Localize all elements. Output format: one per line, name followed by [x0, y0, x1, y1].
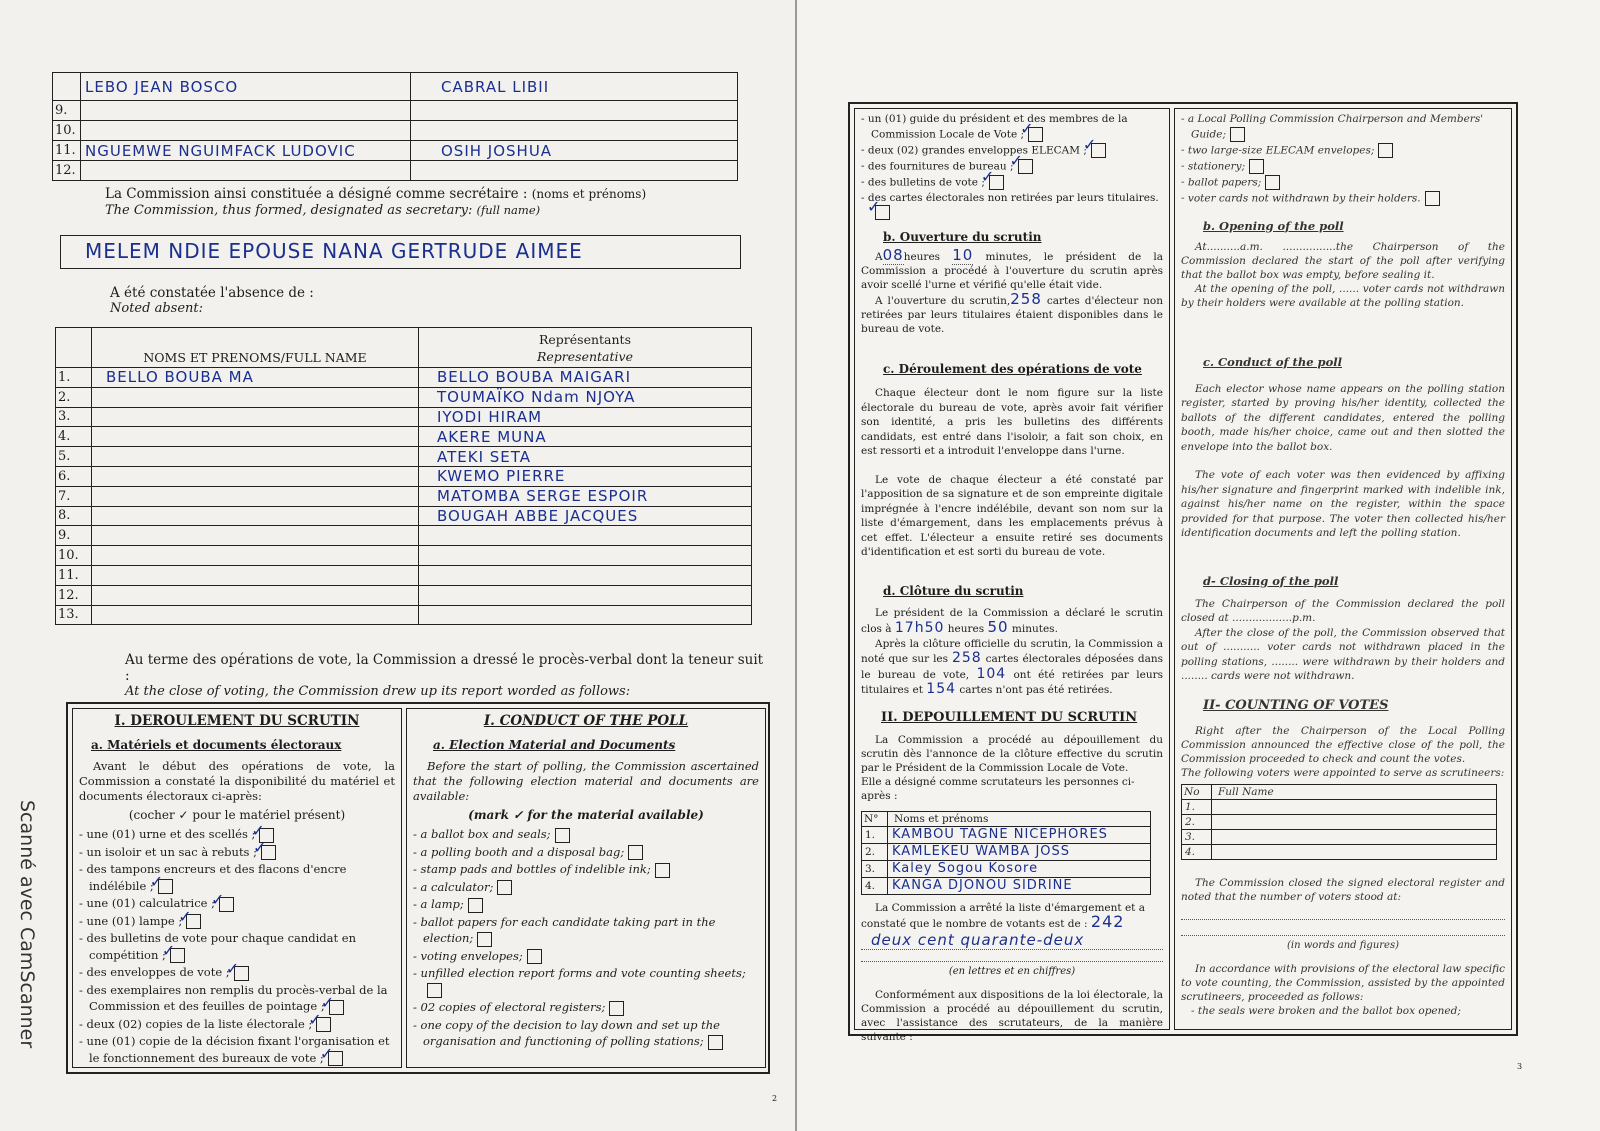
member-row — [53, 121, 738, 141]
absent-num: 12. — [56, 585, 92, 605]
counting-fr-p2: Elle a désigné comme scrutateurs les personnes ci-après : — [861, 775, 1135, 802]
material-checkbox[interactable] — [477, 932, 492, 947]
voting-fr-p2: Le vote de chaque électeur a été constaté par l'apposition de sa signature et de son empreinte digitale imprégnée à l'encre indélébile, devant son nom sur la liste d'émargement, dans les emplacements prévus à cet effet. L'électeur a ensuite retiré ses documents d'identification et est sorti du bureau de vote. — [861, 473, 1163, 558]
absent-name — [92, 447, 419, 467]
absent-num: 6. — [56, 466, 92, 486]
member-representative: OSIH JOSHUA — [411, 141, 738, 161]
scrutineer-row-en — [1182, 844, 1497, 859]
absent-row — [56, 447, 752, 467]
material-item-label: une (01) lampe ; — [86, 913, 183, 928]
report-intro-en: At the close of voting, the Commission drew up its report worded as follows: — [125, 684, 631, 699]
absent-row — [56, 565, 752, 585]
absent-row — [56, 427, 752, 447]
scrutineer-row — [862, 877, 1151, 894]
material-item-label: des fournitures de bureau ; — [867, 160, 1014, 172]
material-checkbox[interactable] — [555, 828, 570, 843]
opening-fr-p2-b: cartes d'électeur non retirées par leurs titulaires étaient disponibles dans le bureau de vote. — [861, 295, 1163, 335]
material-item — [79, 1016, 395, 1033]
material-item — [79, 913, 395, 930]
material-item — [413, 879, 759, 896]
material-checkbox[interactable] — [468, 898, 483, 913]
absent-representative: TOUMAÏKO Ndam NJOYA — [419, 387, 752, 407]
absent-representative — [419, 565, 752, 585]
material-checkbox[interactable] — [1265, 175, 1280, 190]
absent-representative — [419, 585, 752, 605]
counting-en-p5: - the seals were broken and the ballot box opened; — [1191, 1004, 1461, 1017]
absence-label-en: Noted absent: — [110, 301, 203, 316]
absent-name — [92, 486, 419, 506]
scrutineer-row-en — [1182, 814, 1497, 829]
absent-representative: KWEMO PIERRE — [419, 466, 752, 486]
material-item — [79, 895, 395, 912]
closing-fr-p2-b: cartes électorales déposées dans le bureau de vote, — [861, 653, 1164, 681]
voters-count-fr-text: La Commission a arrêté la liste d'émargement et a constaté que le nombre de votants est de : — [861, 901, 1145, 930]
report-intro — [125, 652, 765, 700]
member-num: 9. — [53, 101, 81, 121]
material-item-label: un (01) guide du président et des membres de la Commission Locale de Vote ; — [867, 113, 1128, 140]
absent-representative: AKERE MUNA — [419, 427, 752, 447]
counting-en-p1: Right after the Chairperson of the Local Polling Commission announced the effective close of the poll, the Commission proceeded to check and count the votes. — [1181, 724, 1505, 765]
closing-title-fr: d. Clôture du scrutin — [883, 583, 1024, 598]
opening-fr-p1-b: heures — [903, 251, 941, 263]
material-item — [1181, 175, 1505, 190]
material-checkbox[interactable] — [234, 966, 249, 981]
material-item-label: ballot papers for each candidate taking part in the election; — [420, 914, 716, 945]
material-intro-fr: Avant le début des opérations de vote, la Commission a constaté la disponibilité du matériel et documents électoraux ci-après: — [79, 759, 395, 803]
material-mark-fr: (cocher ✓ pour le matériel présent) — [128, 808, 346, 822]
right-material-list-fr — [861, 112, 1163, 220]
absent-header-num — [56, 328, 92, 368]
member-representative: CABRAL LIBII — [411, 73, 738, 101]
material-item — [1181, 191, 1505, 206]
members-table — [52, 72, 738, 181]
material-item-label: un isoloir et un sac à rebuts ; — [86, 844, 257, 859]
voting-title-fr: c. Déroulement des opérations de vote — [883, 362, 1142, 376]
material-item-label: a ballot box and seals; — [420, 827, 551, 841]
material-item-label: une (01) calculatrice ; — [86, 896, 216, 910]
scrutineers-header-name-fr: Noms et prénoms — [888, 811, 1151, 826]
absent-num: 4. — [56, 427, 92, 447]
material-subtitle-en: a. Election Material and Documents — [433, 738, 676, 752]
secretary-label-fr: La Commission ainsi constituée a désigné comme secrétaire : — [105, 186, 528, 202]
material-checkbox[interactable] — [527, 949, 542, 964]
report-intro-fr: Au terme des opérations de vote, la Commission a dressé le procès-verbal dont la teneur suit : — [125, 652, 764, 684]
absent-name — [92, 387, 419, 407]
material-item — [861, 112, 1163, 142]
closing-fr-p2-a: Après la clôture officielle du scrutin, la Commission a noté que sur les — [861, 637, 1163, 665]
member-num: 12. — [53, 161, 81, 181]
material-intro-en: Before the start of polling, the Commission ascertained that the following election material and documents are available: — [413, 759, 759, 803]
material-checkbox[interactable] — [1091, 143, 1106, 158]
material-item-label: ballot papers; — [1187, 176, 1262, 188]
absent-representative: IYODI HIRAM — [419, 407, 752, 427]
page-number-left: 2 — [772, 1094, 778, 1103]
material-checkbox[interactable] — [1249, 159, 1264, 174]
scrutineers-header-num-fr: N° — [862, 811, 888, 826]
absent-header-name: NOMS ET PRENOMS/FULL NAME — [92, 328, 419, 368]
voting-title-en: c. Conduct of the poll — [1203, 354, 1342, 369]
member-num: 10. — [53, 121, 81, 141]
material-item — [413, 999, 759, 1016]
material-checkbox[interactable] — [1425, 191, 1440, 206]
absent-row — [56, 368, 752, 388]
material-checkbox[interactable] — [1018, 159, 1033, 174]
scrutineer-num-en: 3. — [1182, 829, 1212, 844]
absent-name — [92, 466, 419, 486]
material-item — [413, 844, 759, 861]
right-page — [797, 0, 1600, 1131]
absent-name — [92, 407, 419, 427]
closing-not-withdrawn: 154 — [926, 681, 957, 697]
material-item-label: des tampons encreurs et des flacons d'encre indélébile ; — [86, 862, 347, 893]
closing-fr-p1-c: minutes. — [1011, 623, 1058, 635]
secretary-name: MELEM NDIE EPOUSE NANA GERTRUDE AIMEE — [85, 239, 583, 263]
material-item-label: voting envelopes; — [420, 948, 523, 963]
counting-title-en: II- COUNTING OF VOTES — [1203, 697, 1389, 713]
opening-en-p1: At..........a.m. ................the Chairperson of the Commission declared the start of the poll after verifying that the ballot box was empty, before sealing it. — [1181, 240, 1505, 281]
conduct-box-en — [406, 708, 766, 1068]
counting-en-p2: The following voters were appointed to serve as scrutineers: — [1181, 766, 1505, 779]
closing-fr-p1 — [861, 606, 1163, 637]
closing-title-en: d- Closing of the poll — [1203, 573, 1339, 588]
opening-fr-p2 — [861, 292, 1163, 336]
absent-num: 11. — [56, 565, 92, 585]
absent-row — [56, 605, 752, 625]
absent-name — [92, 526, 419, 546]
material-item — [413, 948, 759, 965]
material-checkbox[interactable] — [708, 1035, 723, 1050]
scrutineers-header-num-en: No — [1182, 784, 1212, 799]
member-num: 11. — [53, 141, 81, 161]
material-item — [861, 159, 1163, 174]
voters-line-en-2 — [1181, 920, 1505, 936]
voters-count-en: The Commission closed the signed electoral register and noted that the number of voters stood at: — [1181, 876, 1505, 903]
material-item-label: stamp pads and bottles of indelible ink; — [420, 862, 651, 876]
absent-header-rep — [419, 328, 752, 368]
material-item — [861, 175, 1163, 190]
absent-num: 3. — [56, 407, 92, 427]
right-column-en — [1174, 108, 1512, 1030]
material-item-label: voter cards not withdrawn by their holders. — [1187, 192, 1421, 204]
material-item — [79, 982, 395, 1015]
material-item — [79, 861, 395, 894]
closing-minute: 50 — [987, 618, 1009, 636]
counting-title-fr: II. DEPOUILLEMENT DU SCRUTIN — [881, 709, 1138, 725]
material-checkbox[interactable] — [328, 1051, 343, 1066]
closing-deposited: 258 — [951, 650, 982, 666]
closing-en-p1: The Chairperson of the Commission declared the poll closed at ..................p.m. — [1181, 597, 1505, 624]
scrutineer-name-en — [1212, 799, 1497, 814]
scrutineer-name-en — [1212, 829, 1497, 844]
scrutineer-name: Kaley Sogou Kosore — [888, 860, 1151, 877]
scrutineers-header-name-en: Full Name — [1212, 784, 1497, 799]
member-row — [53, 73, 738, 101]
counting-fr-p4: Conformément aux dispositions de la loi électorale, la Commission a procédé au dépouillement du scrutin, avec l'assistance des scrutateurs, de la manière suivante : — [861, 988, 1163, 1043]
member-name: LEBO JEAN BOSCO — [81, 73, 411, 101]
member-num — [53, 73, 81, 101]
material-mark-en: (mark ✓ for the material available) — [468, 808, 704, 822]
member-name: NGUEMWE NGUIMFACK LUDOVIC — [81, 141, 411, 161]
closing-fr-p1-a: Le président de la Commission a déclaré le scrutin clos à — [861, 606, 1163, 635]
absent-num: 2. — [56, 387, 92, 407]
material-checkbox[interactable] — [158, 879, 173, 894]
absent-representative — [419, 605, 752, 625]
scrutineer-name: KAMLEKEU WAMBA JOSS — [888, 843, 1151, 860]
absent-row — [56, 486, 752, 506]
scrutineer-row-en — [1182, 799, 1497, 814]
material-item-label: unfilled election report forms and vote counting sheets; — [420, 966, 746, 980]
absent-num: 9. — [56, 526, 92, 546]
scrutineer-num: 4. — [862, 877, 888, 894]
material-checkbox[interactable] — [1230, 127, 1245, 142]
absent-name: BELLO BOUBA MA — [92, 368, 419, 388]
opening-minute: 10 — [952, 246, 974, 264]
absent-name — [92, 546, 419, 566]
voters-count-line — [861, 950, 1163, 962]
conduct-title-fr: I. DEROULEMENT DU SCRUTIN — [114, 713, 360, 729]
voting-en-p1: Each elector whose name appears on the polling station register, started by proving his/her identity, collected the ballots of the different candidates, entered the polling booth, made his/her choice, came out and then slotted the envelope into the ballot box. — [1181, 382, 1505, 453]
right-column-fr — [854, 108, 1170, 1043]
material-list-en — [413, 826, 759, 1050]
scrutineers-table-fr — [861, 811, 1151, 895]
material-item-label: one copy of the decision to lay down and set up the organisation and functioning of polling stations; — [420, 1017, 720, 1048]
absent-representative: BELLO BOUBA MAIGARI — [419, 368, 752, 388]
closing-fr-p2-d: cartes n'ont pas été retirées. — [959, 684, 1113, 696]
material-item-label: a Local Polling Commission Chairperson and Members' Guide; — [1187, 113, 1484, 140]
opening-en-p2: At the opening of the poll, ...... voter cards not withdrawn by their holders were available at the polling station. — [1181, 282, 1505, 309]
material-item — [413, 861, 759, 878]
material-item — [413, 965, 759, 998]
absent-num: 7. — [56, 486, 92, 506]
material-item-label: des cartes électorales non retirées par leurs titulaires. — [867, 191, 1159, 204]
scrutineer-num-en: 1. — [1182, 799, 1212, 814]
absent-representative: MATOMBA SERGE ESPOIR — [419, 486, 752, 506]
counting-fr-p1: La Commission a procédé au dépouillement du scrutin dès l'annonce de la clôture effective du scrutin par le Président de la Commission Locale de Vote. — [861, 733, 1163, 774]
absent-row — [56, 526, 752, 546]
material-item — [79, 844, 395, 861]
material-item-label: une (01) copie de la décision fixant l'organisation et le fonctionnement des bureaux de vote ; — [86, 1034, 390, 1065]
opening-fr-p1-a: A — [875, 251, 883, 263]
material-item-label: deux (02) copies de la liste électorale ; — [86, 1016, 313, 1031]
material-checkbox[interactable] — [186, 914, 201, 929]
material-checkbox[interactable] — [1028, 127, 1043, 142]
absent-name — [92, 506, 419, 526]
absent-num: 10. — [56, 546, 92, 566]
absent-name — [92, 427, 419, 447]
material-subtitle-fr: a. Matériels et documents électoraux — [91, 738, 342, 752]
material-checkbox[interactable] — [219, 897, 234, 912]
material-item-label: a calculator; — [420, 879, 494, 894]
opening-fr-p1 — [861, 248, 1163, 292]
scrutineer-row-en — [1182, 829, 1497, 844]
absent-representative — [419, 526, 752, 546]
material-checkbox[interactable] — [261, 845, 276, 860]
absent-header-rep-fr: Représentants — [538, 331, 631, 347]
material-item — [1181, 143, 1505, 158]
right-outer-frame — [848, 102, 1518, 1043]
material-checkbox[interactable] — [609, 1001, 624, 1016]
scrutineer-num: 3. — [862, 860, 888, 877]
conduct-box — [66, 702, 770, 1074]
absent-name — [92, 605, 419, 625]
material-item-label: two large-size ELECAM envelopes; — [1187, 144, 1375, 156]
member-row — [53, 101, 738, 121]
secretary-note-fr: (noms et prénoms) — [531, 187, 647, 201]
voters-line-en-1 — [1181, 904, 1505, 920]
absent-num: 13. — [56, 605, 92, 625]
material-item — [413, 914, 759, 947]
camscanner-text: Scanné avec CamScanner — [16, 800, 38, 1049]
secretary-label — [105, 186, 745, 219]
material-list-fr — [79, 826, 395, 1066]
voters-words-note-en: (in words and figures) — [1286, 939, 1400, 951]
scrutineer-num: 2. — [862, 843, 888, 860]
material-checkbox[interactable] — [628, 845, 643, 860]
scrutineer-name: KAMBOU TAGNE NICEPHORES — [888, 826, 1151, 843]
material-item-label: a polling booth and a disposal bag; — [420, 844, 625, 859]
material-item — [79, 964, 395, 981]
opening-fr-p2-a: A l'ouverture du scrutin, — [875, 295, 1011, 307]
member-representative — [411, 101, 738, 121]
opening-fr-p1-c: minutes, le président de la Commission a procédé à l'ouverture du scrutin après avoir scellé l'urne et vérifié qu'elle était vide. — [861, 251, 1163, 291]
absent-row — [56, 506, 752, 526]
absent-name — [92, 585, 419, 605]
absent-representative: ATEKI SETA — [419, 447, 752, 467]
closing-en-p2: After the close of the poll, the Commission observed that out of ........... voter cards not withdrawn placed in the polling stations, ........ were withdrawn by their holders and ........ cards were not withdrawn. — [1181, 626, 1505, 682]
material-item-label: des bulletins de vote ; — [867, 176, 985, 188]
material-item-label: une (01) urne et des scellés ; — [86, 827, 256, 841]
member-representative — [411, 121, 738, 141]
material-checkbox[interactable] — [497, 880, 512, 895]
opening-cards-count: 258 — [1010, 290, 1042, 308]
absent-row — [56, 407, 752, 427]
absence-label — [110, 285, 314, 317]
closing-fr-p1-b: heures — [947, 623, 985, 635]
member-row — [53, 161, 738, 181]
scrutineer-row — [862, 860, 1151, 877]
member-name — [81, 101, 411, 121]
absent-representative: BOUGAH ABBE JACQUES — [419, 506, 752, 526]
opening-hour: 08 — [882, 246, 904, 264]
left-page — [0, 0, 795, 1131]
scrutineer-num-en: 2. — [1182, 814, 1212, 829]
scrutineers-table-en — [1181, 784, 1497, 860]
closing-fr-p2-c: ont été retirées par leurs titulaires et — [861, 668, 1163, 696]
scrutineer-row — [862, 826, 1151, 843]
absent-num: 1. — [56, 368, 92, 388]
material-item — [413, 896, 759, 913]
material-checkbox[interactable] — [875, 205, 890, 220]
member-name — [81, 121, 411, 141]
page-number-right: 3 — [1517, 1062, 1523, 1071]
material-item — [1181, 159, 1505, 174]
member-name — [81, 161, 411, 181]
counting-en-p4: In accordance with provisions of the electoral law specific to vote counting, the Commission, assisted by the appointed scrutineers, proceeded as follows: — [1181, 962, 1506, 1003]
scrutineer-row — [862, 843, 1151, 860]
camscanner-watermark — [6, 800, 46, 1090]
closing-withdrawn: 104 — [976, 665, 1007, 682]
absent-num: 8. — [56, 506, 92, 526]
voting-fr-p1: Chaque électeur dont le nom figure sur la liste électorale du bureau de vote, après avoir fait vérifier son identité, a pris les bulletins des différents candidats, est entré dans l'isoloir, a fait son choix, en est ressorti et a introduit l'enveloppe dans l'urne. — [861, 387, 1163, 457]
material-item — [413, 1017, 759, 1050]
material-item-label: stationery; — [1187, 160, 1246, 172]
scrutineer-num-en: 4. — [1182, 844, 1212, 859]
absent-row — [56, 546, 752, 566]
material-item — [79, 1033, 395, 1066]
material-item — [861, 191, 1163, 221]
absent-header-rep-en: Representative — [536, 348, 633, 364]
absent-name — [92, 565, 419, 585]
material-item-label: deux (02) grandes enveloppes ELECAM ; — [867, 144, 1087, 156]
absence-label-fr: A été constatée l'absence de : — [110, 285, 314, 301]
scrutineer-num: 1. — [862, 826, 888, 843]
material-item-label: a lamp; — [420, 897, 464, 911]
material-checkbox[interactable] — [655, 863, 670, 878]
member-row — [53, 141, 738, 161]
scrutineer-name-en — [1212, 844, 1497, 859]
opening-title-en: b. Opening of the poll — [1203, 218, 1344, 233]
material-checkbox[interactable] — [1378, 143, 1393, 158]
material-item-label: des enveloppes de vote ; — [86, 965, 230, 979]
absent-representative — [419, 546, 752, 566]
voters-words-note-fr: (en lettres et en chiffres) — [948, 965, 1076, 977]
scrutineer-name-en — [1212, 814, 1497, 829]
opening-title-fr: b. Ouverture du scrutin — [883, 230, 1042, 244]
voters-count: 242 — [1090, 911, 1125, 931]
material-item — [413, 826, 759, 843]
voting-en-p2: The vote of each voter was then evidenced by affixing his/her signature and fingerprint marked with indelible ink, against his/her name on the register, within the space provided for that purpose. The voter then collected his/her identification documents and left the polling station. — [1181, 469, 1505, 539]
material-checkbox[interactable] — [329, 1000, 344, 1015]
secretary-label-en: The Commission, thus formed, designated as secretary: — [105, 203, 473, 218]
material-checkbox[interactable] — [170, 948, 185, 963]
absent-table — [55, 327, 752, 625]
material-item — [1181, 112, 1505, 142]
conduct-box-fr — [72, 708, 402, 1068]
material-checkbox[interactable] — [316, 1017, 331, 1032]
absent-row — [56, 387, 752, 407]
absent-row — [56, 466, 752, 486]
absent-row — [56, 585, 752, 605]
closing-hour: 17h50 — [894, 620, 945, 636]
material-checkbox[interactable] — [427, 983, 442, 998]
voters-count-words: deux cent quarante-deux — [861, 931, 1163, 950]
voters-count-fr — [861, 901, 1163, 931]
member-representative — [411, 161, 738, 181]
conduct-title-en: I. CONDUCT OF THE POLL — [483, 713, 689, 729]
secretary-name-box — [60, 235, 741, 269]
secretary-note-en: (full name) — [476, 203, 541, 217]
material-item-label: des bulletins de vote pour chaque candidat en compétition ; — [86, 931, 357, 962]
material-item — [79, 826, 395, 843]
material-item-label: 02 copies of electoral registers; — [420, 1000, 606, 1014]
absent-num: 5. — [56, 447, 92, 467]
scrutineer-name: KANGA DJONOU SIDRINE — [888, 877, 1151, 894]
material-item-label: des exemplaires non remplis du procès-verbal de la Commission et des feuilles de pointage ; — [86, 982, 388, 1013]
right-material-list-en — [1181, 112, 1505, 206]
closing-fr-p2 — [861, 637, 1163, 698]
material-checkbox[interactable] — [989, 175, 1004, 190]
